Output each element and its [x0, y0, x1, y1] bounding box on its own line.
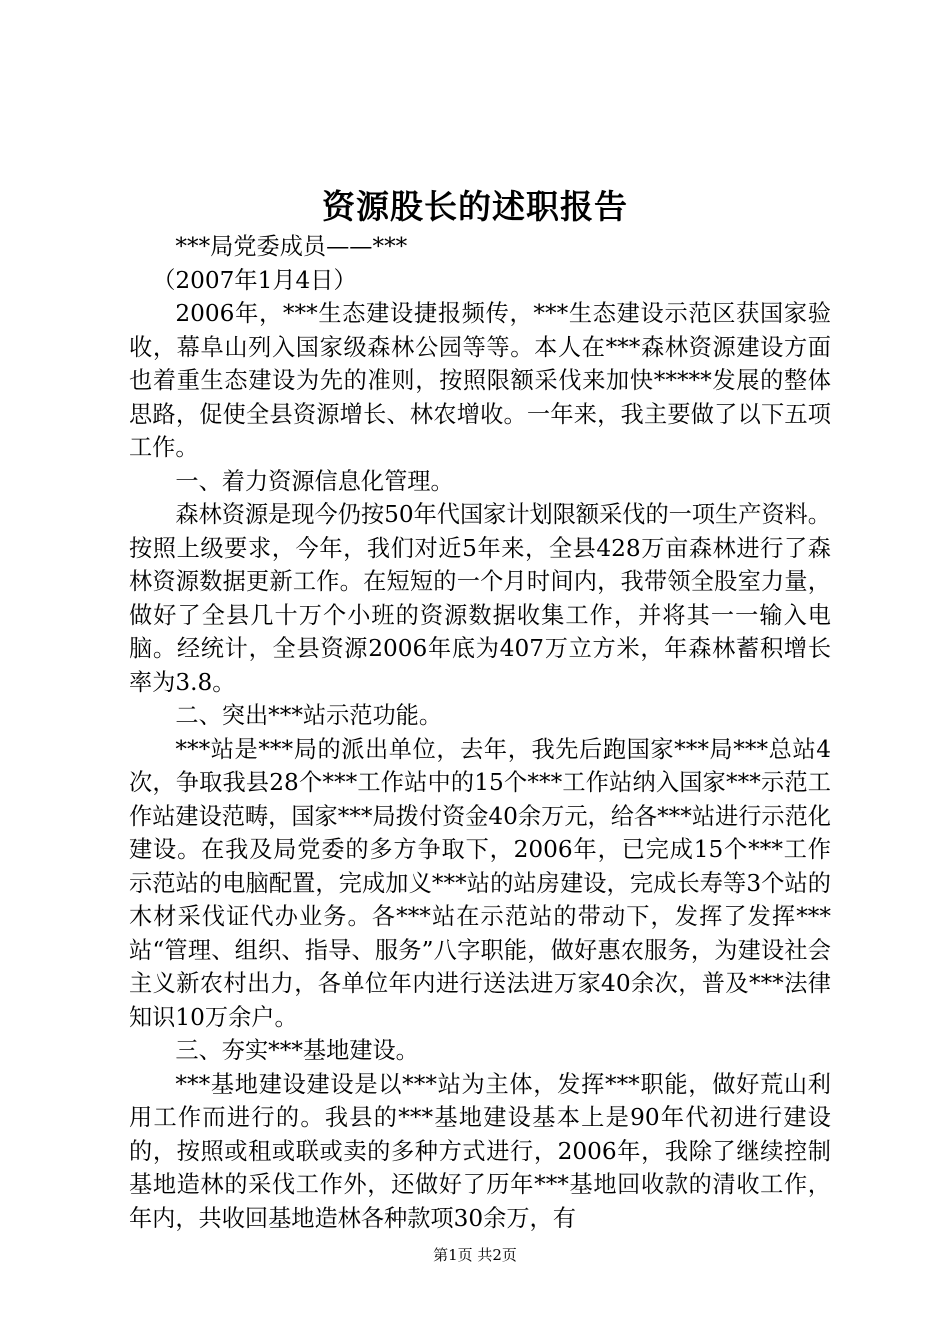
author-line: ***局党委成员——***: [175, 233, 408, 260]
section-heading-1: 一、着力资源信息化管理。: [175, 467, 454, 495]
paragraph-section-3: ***基地建设建设是以***站为主体，发挥***职能，做好荒山利用工作而进行的。我县的***基地建设基本上是90年代初进行建设的，按照或租或联或卖的多种方式进行，2006年，我除了继续控制基地造林的采伐工作外，还做好了历年***基地回收款的清收工作，年内，共收回基地造林各种款项30余万，有: [129, 1070, 831, 1232]
paragraph-section-1: 森林资源是现今仍按50年代国家计划限额采伐的一项生产资料。按照上级要求，今年，我们对近5年来，全县428万亩森林进行了森林资源数据更新工作。在短短的一个月时间内，我带领全股室力量，做好了全县几十万个小班的资源数据收集工作，并将其一一输入电脑。经统计，全县资源2006年底为407万立方米，年森林蓄积增长率为3.8。: [129, 501, 831, 696]
section-heading-2: 二、突出***站示范功能。: [175, 702, 443, 729]
date-line: （2007年1月4日）: [152, 266, 357, 294]
document-title: 资源股长的述职报告: [322, 187, 628, 226]
section-heading-3: 三、夯实***基地建设。: [175, 1037, 419, 1064]
paragraph-intro: 2006年，***生态建设捷报频传，***生态建设示范区获国家验收，幕阜山列入国家级森林公园等等。本人在***森林资源建设方面也着重生态建设为先的准则，按照限额采伐来加快*****发展的整体思路，促使全县资源增长、林农增收。一年来，我主要做了以下五项工作。: [129, 300, 831, 461]
page-footer: 第1页 共2页: [433, 1246, 517, 1264]
document-body: [129, 230, 831, 1235]
paragraph-section-2: ***站是***局的派出单位，去年，我先后跑国家***局***总站4次，争取我县28个***工作站中的15个***工作站纳入国家***示范工作站建设范畴，国家***局拨付资金40余万元，给各***站进行示范化建设。在我及局党委的多方争取下，2006年，已完成15个***工作示范站的电脑配置，完成加义***站的站房建设，完成长寿等3个站的木材采伐证代办业务。各***站在示范站的带动下，发挥了发挥***站“管理、组织、指导、服务”八字职能，做好惠农服务，为建设社会主义新农村出力，各单位年内进行送法进万家40余次，普及***法律知识10万余户。: [129, 735, 831, 1031]
